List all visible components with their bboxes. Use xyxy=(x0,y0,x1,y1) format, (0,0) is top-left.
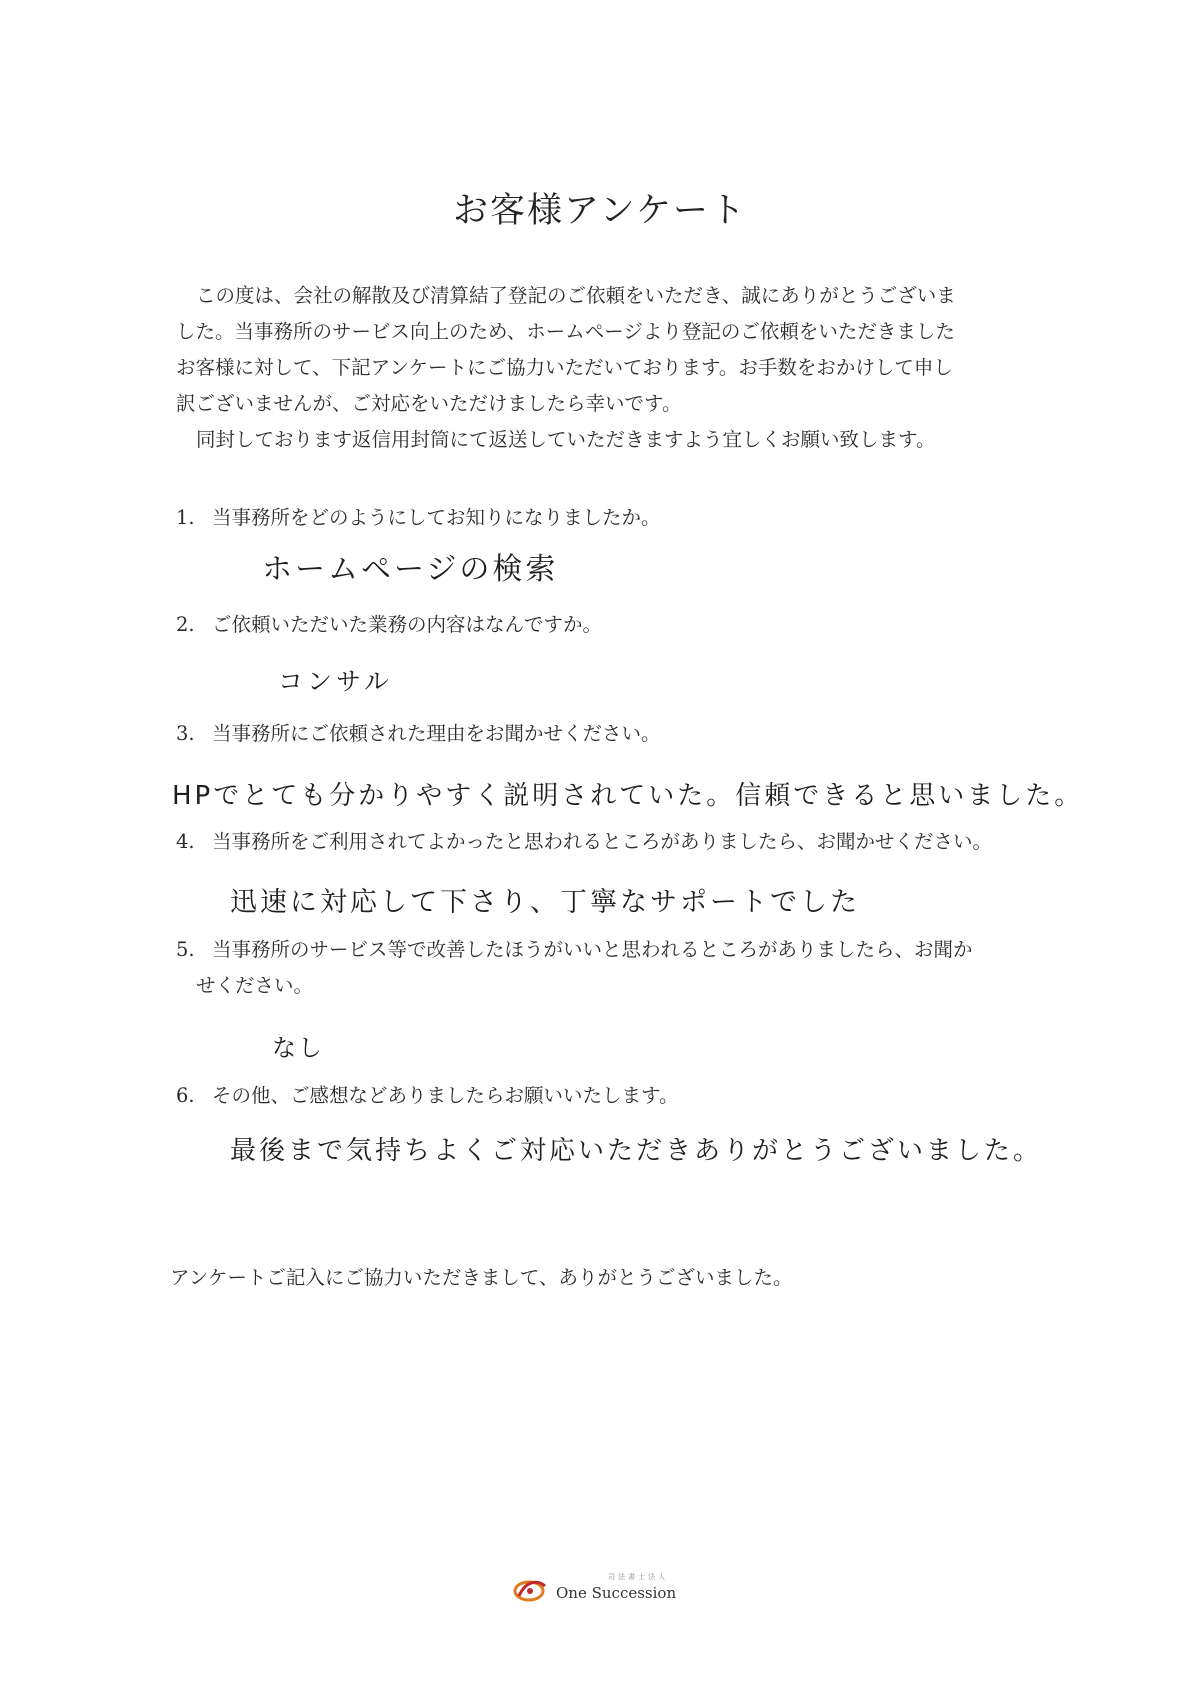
intro-line: した。当事務所のサービス向上のため、ホームページより登記のご依頼をいただきました xyxy=(176,320,955,343)
question-text: 当事務所のサービス等で改善したほうがいいと思われるところがありましたら、お聞か xyxy=(212,938,973,961)
page-title: お客様アンケート xyxy=(453,191,747,231)
question-4 xyxy=(176,824,992,860)
answer-6: 最後まで気持ちよくご対応いただきありがとうございました。 xyxy=(230,1136,1043,1166)
answer-1: ホームページの検索 xyxy=(262,552,559,587)
question-text-continued: せください。 xyxy=(196,974,314,997)
question-number: 2. xyxy=(176,613,195,636)
question-number: 4. xyxy=(176,830,195,853)
question-number: 1. xyxy=(176,506,195,529)
question-number: 6. xyxy=(176,1084,195,1107)
question-text: 当事務所にご依頼された理由をお聞かせください。 xyxy=(212,722,661,745)
intro-line: 訳ございませんが、ご対応をいただけましたら幸いです。 xyxy=(176,392,682,415)
answer-5: なし xyxy=(272,1034,324,1062)
intro-line: 同封しております返信用封筒にて返送していただきますよう宜しくお願い致します。 xyxy=(196,428,936,451)
company-logo xyxy=(512,1570,692,1610)
logo-small-text: 司法書士法人 xyxy=(608,1573,668,1581)
closing-message: アンケートご記入にご協力いただきまして、ありがとうございました。 xyxy=(170,1266,793,1289)
question-text: 当事務所をご利用されてよかったと思われるところがありましたら、お聞かせください。 xyxy=(212,830,993,853)
question-6 xyxy=(176,1078,678,1114)
question-number: 5. xyxy=(176,938,195,961)
intro-line: この度は、会社の解散及び清算結了登記のご依頼をいただき、誠にありがとうございま xyxy=(196,284,956,307)
question-text: 当事務所をどのようにしてお知りになりましたか。 xyxy=(212,506,661,529)
question-text: ご依頼いただいた業務の内容はなんですか。 xyxy=(212,613,603,636)
answer-2: コンサル xyxy=(278,667,393,696)
question-3 xyxy=(176,716,661,752)
intro-paragraph xyxy=(176,278,1056,458)
answer-3: HPでとても分かりやすく説明されていた。信頼できると思いました。 xyxy=(172,781,1084,811)
logo-mark-icon xyxy=(512,1576,550,1604)
question-text: その他、ご感想などありましたらお願いいたします。 xyxy=(212,1084,679,1107)
question-5 xyxy=(176,932,973,1004)
question-number: 3. xyxy=(176,722,195,745)
intro-line: お客様に対して、下記アンケートにご協力いただいております。お手数をおかけして申し xyxy=(176,356,953,379)
question-1 xyxy=(176,500,661,536)
answer-4: 迅速に対応して下さり、丁寧なサポートでした xyxy=(230,887,860,918)
logo-name: One Succession xyxy=(556,1584,677,1602)
question-2 xyxy=(176,607,602,643)
